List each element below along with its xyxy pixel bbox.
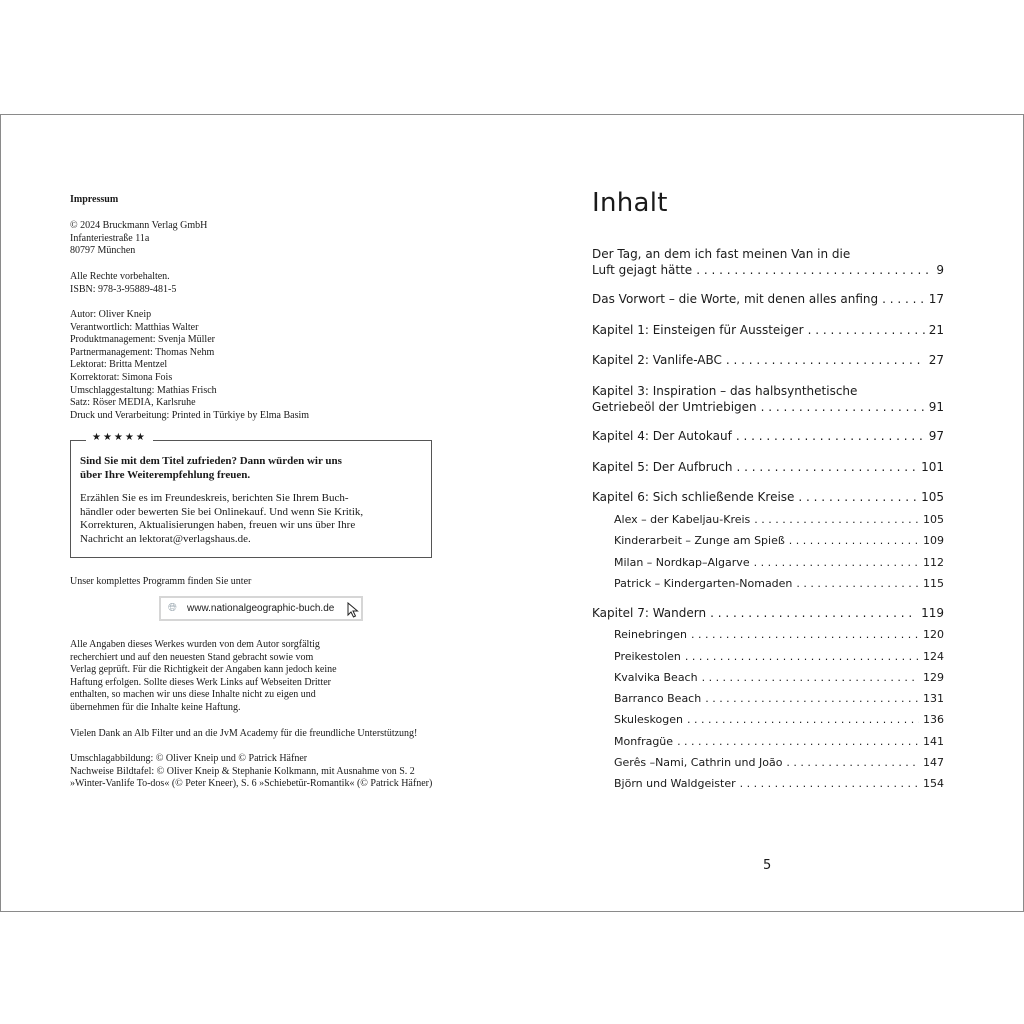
- toc-entry-page: 105: [921, 490, 944, 504]
- credit-line: Verantwortlich: Matthias Walter: [70, 321, 199, 333]
- publisher-line: 80797 München: [70, 245, 136, 257]
- toc-entry[interactable]: [592, 292, 944, 308]
- toc-subentry-text: Monfragüe: [614, 735, 674, 748]
- toc-subentry[interactable]: [614, 577, 944, 591]
- toc-subentry-page: 120: [923, 628, 944, 641]
- rating-headline-line: über Ihre Weiterempfehlung freuen.: [80, 468, 251, 481]
- toc-subentry-page: 124: [923, 650, 944, 663]
- leader-dots: [786, 756, 919, 770]
- leader-dots: [685, 650, 919, 664]
- toc-entry[interactable]: [592, 490, 944, 506]
- publisher-line: © 2024 Bruckmann Verlag GmbH: [70, 220, 208, 231]
- toc-subentry-page: 115: [923, 577, 944, 590]
- toc-subentry-page: 154: [923, 777, 944, 790]
- leader-dots: [696, 263, 932, 279]
- rating-body-line: händler oder bewerten Sie bei Onlinekauf. Und wenn Sie Kritik,: [80, 505, 364, 518]
- toc-entry-page: 119: [921, 606, 944, 620]
- toc-title: Inhalt: [592, 188, 668, 218]
- toc-entry[interactable]: [592, 247, 944, 278]
- publisher-line: Infanteriestraße 11a: [70, 232, 150, 244]
- toc-subentry[interactable]: [614, 735, 944, 749]
- credit-line: Partnermanagement: Thomas Nehm: [70, 346, 215, 358]
- toc-entry[interactable]: [592, 460, 944, 476]
- credit-line: Autor: Oliver Kneip: [70, 309, 152, 320]
- disclaimer-line: Haftung erfolgen. Sollte dieses Werk Links auf Webseiten Dritter: [70, 676, 332, 688]
- rating-headline: [80, 455, 420, 482]
- toc-subentry[interactable]: [614, 650, 944, 664]
- leader-dots: [740, 777, 919, 791]
- leader-dots: [796, 577, 919, 591]
- toc-entry-text: Getriebeöl der Umtriebigen: [592, 399, 757, 414]
- leader-dots: [736, 460, 917, 476]
- toc-subentry[interactable]: [614, 534, 944, 548]
- toc-subentry-text: Gerês –Nami, Cathrin und João: [614, 756, 783, 769]
- toc-subentry-text: Barranco Beach: [614, 692, 702, 705]
- leader-dots: [710, 606, 917, 622]
- globe-icon: 🌐︎: [168, 602, 177, 614]
- toc-entry[interactable]: [592, 606, 944, 622]
- rights-line: Alle Rechte vorbehalten.: [70, 271, 170, 282]
- toc-entry[interactable]: [592, 429, 944, 445]
- toc-subentry[interactable]: [614, 756, 944, 770]
- toc-subentry-text: Alex – der Kabeljau-Kreis: [614, 513, 751, 526]
- cursor-icon: [347, 602, 359, 618]
- toc-subentry[interactable]: [614, 513, 944, 527]
- rating-body-line: Nachricht an lektorat@verlagshaus.de.: [80, 532, 251, 545]
- image-credits: [70, 753, 432, 791]
- toc-entry-text: Kapitel 2: Vanlife-ABC: [592, 353, 722, 367]
- toc-entry-page: 9: [936, 262, 944, 277]
- leader-dots: [754, 513, 919, 527]
- credit-line: Druck und Verarbeitung: Printed in Türkiye by Elma Basim: [70, 409, 310, 421]
- disclaimer-line: Alle Angaben dieses Werkes wurden von dem Autor sorgfältig: [70, 639, 320, 650]
- disclaimer-line: recherchiert und auf den neuesten Stand gebracht sowie vom: [70, 651, 314, 663]
- toc-entry[interactable]: [592, 384, 944, 415]
- disclaimer: [70, 639, 337, 715]
- toc-subentry[interactable]: [614, 671, 944, 685]
- disclaimer-line: Verlag geprüft. Für die Richtigkeit der Angaben kann jedoch keine: [70, 664, 337, 676]
- toc-entry-text: Luft gejagt hätte: [592, 262, 693, 277]
- toc-entry-page: 91: [928, 399, 944, 414]
- toc-entry-line1: Der Tag, an dem ich fast meinen Van in die: [592, 247, 851, 261]
- web-intro: Unser komplettes Programm finden Sie unter: [70, 576, 252, 587]
- publisher-block: [70, 220, 207, 258]
- toc-entry-line1: Kapitel 3: Inspiration – das halbsynthetische: [592, 384, 858, 398]
- leader-dots: [702, 671, 919, 685]
- toc-entry-text: Kapitel 1: Einsteigen für Aussteiger: [592, 323, 804, 337]
- toc-entry[interactable]: [592, 353, 944, 369]
- rating-body-line: Erzählen Sie es im Freundeskreis, berichten Sie Ihrem Buch-: [80, 492, 349, 504]
- toc-entry-page: 21: [928, 323, 944, 337]
- leader-dots: [677, 735, 919, 749]
- disclaimer-line: enthalten, so machen wir uns diese Inhalte nicht zu eigen und: [70, 689, 316, 701]
- website-link[interactable]: [159, 596, 363, 621]
- leader-dots: [705, 692, 919, 706]
- toc-subentry-text: Kvalvika Beach: [614, 671, 698, 684]
- toc-subentry-text: Patrick – Kindergarten-Nomaden: [614, 577, 793, 590]
- toc-subentry-page: 105: [923, 513, 944, 526]
- toc-subentry[interactable]: [614, 777, 944, 791]
- toc-entry-text: Kapitel 5: Der Aufbruch: [592, 460, 733, 474]
- isbn-line: ISBN: 978-3-95889-481-5: [70, 283, 177, 295]
- toc-subentry[interactable]: [614, 556, 944, 570]
- leader-dots: [798, 490, 917, 506]
- toc-entry-text: Kapitel 7: Wandern: [592, 606, 707, 620]
- toc-entry-text: Kapitel 6: Sich schließende Kreise: [592, 490, 795, 504]
- toc-subentry-page: 109: [923, 534, 944, 547]
- credit-line: Lektorat: Britta Mentzel: [70, 359, 168, 371]
- impressum-title: Impressum: [70, 194, 119, 205]
- toc-subentry-page: 129: [923, 671, 944, 684]
- toc-subentry-text: Reinebringen: [614, 628, 687, 641]
- image-credit-line: »Winter-Vanlife To-dos« (© Peter Kneer), S. 6 »Schiebetür-Romantik« (© Patrick Häfner): [70, 778, 433, 790]
- thanks-line: Vielen Dank an Alb Filter und an die JvM Academy für die freundliche Unterstützung!: [70, 728, 418, 739]
- leader-dots: [736, 429, 925, 445]
- credits-block: [70, 309, 309, 422]
- toc-subentry-text: Kinderarbeit – Zunge am Spieß: [614, 534, 785, 547]
- toc-subentry-text: Preikestolen: [614, 650, 681, 663]
- toc-subentry-page: 147: [923, 756, 944, 769]
- website-url[interactable]: www.nationalgeographic-buch.de: [187, 603, 335, 614]
- toc-subentry[interactable]: [614, 692, 944, 706]
- toc-entry-page: 97: [928, 429, 944, 443]
- leader-dots: [726, 353, 925, 369]
- toc-subentry-page: 131: [923, 692, 944, 705]
- leader-dots: [882, 292, 925, 308]
- toc-entry[interactable]: [592, 323, 944, 339]
- leader-dots: [789, 534, 919, 548]
- rating-headline-line: Sind Sie mit dem Titel zufrieden? Dann würden wir uns: [80, 455, 342, 467]
- toc-subentry-page: 112: [923, 556, 944, 569]
- credit-line: Satz: Röser MEDIA, Karlsruhe: [70, 397, 196, 409]
- image-credit-line: Umschlagabbildung: © Oliver Kneip und © Patrick Häfner: [70, 753, 308, 764]
- star-rating-icon: ★★★★★: [86, 432, 153, 443]
- toc-entry-text: Das Vorwort – die Worte, mit denen alles anfing: [592, 292, 879, 306]
- rights-block: [70, 271, 176, 296]
- image-credit-line: Nachweise Bildtafel: © Oliver Kneip & Stephanie Kolkmann, mit Ausnahme von S. 2: [70, 765, 415, 777]
- credit-line: Produktmanagement: Svenja Müller: [70, 334, 215, 346]
- disclaimer-line: übernehmen für die Inhalte keine Haftung.: [70, 701, 241, 713]
- toc-subentry-text: Skuleskogen: [614, 713, 683, 726]
- rating-body-line: Korrekturen, Aktualisierungen haben, freuen wir uns über Ihre: [80, 519, 356, 531]
- credit-line: Umschlaggestaltung: Mathias Frisch: [70, 384, 217, 396]
- toc-subentry[interactable]: [614, 713, 944, 727]
- toc-entry-page: 17: [928, 292, 944, 306]
- page-number: 5: [763, 858, 772, 873]
- toc-subentry-text: Björn und Waldgeister: [614, 777, 736, 790]
- leader-dots: [691, 628, 919, 642]
- credit-line: Korrektorat: Simona Fois: [70, 371, 173, 383]
- leader-dots: [808, 323, 925, 339]
- toc-entry-page: 101: [921, 460, 944, 474]
- toc-subentry[interactable]: [614, 628, 944, 642]
- rating-body: [80, 492, 420, 546]
- leader-dots: [761, 400, 925, 416]
- toc-subentry-page: 141: [923, 735, 944, 748]
- toc-subentry-text: Milan – Nordkap–Algarve: [614, 556, 750, 569]
- toc-entry-text: Kapitel 4: Der Autokauf: [592, 429, 732, 443]
- toc-subentry-page: 136: [923, 713, 944, 726]
- leader-dots: [754, 556, 919, 570]
- toc-entry-page: 27: [928, 353, 944, 367]
- leader-dots: [687, 713, 919, 727]
